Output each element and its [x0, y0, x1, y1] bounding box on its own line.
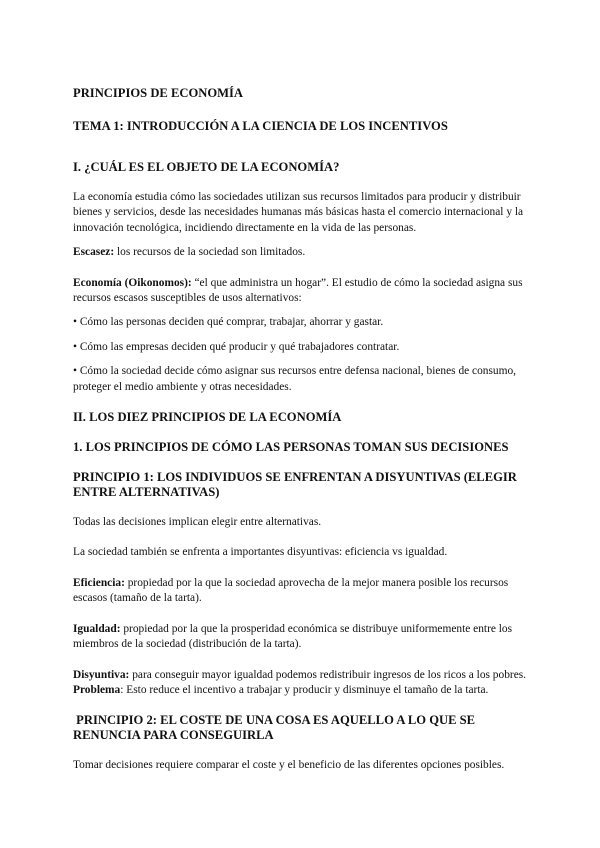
section1-heading: I. ¿CUÁL ES EL OBJETO DE LA ECONOMÍA? [73, 160, 340, 174]
escasez-text: los recursos de la sociedad son limitados. [114, 246, 306, 259]
eficiencia-label: Eficiencia: [73, 576, 125, 589]
doc-title: PRINCIPIOS DE ECONOMÍA [73, 86, 244, 100]
eficiencia-paragraph [73, 576, 530, 607]
economia-paragraph [73, 276, 530, 307]
igualdad-text: propiedad por la que la prosperidad económica se distribuye uniformemente entre los miembros de la sociedad (distribución de la tarta). [73, 622, 513, 651]
escasez-label: Escasez: [73, 246, 115, 259]
subsection1-heading: 1. LOS PRINCIPIOS DE CÓMO LAS PERSONAS TOMAN SUS DECISIONES [73, 440, 509, 455]
eficiencia-text: propiedad por la que la sociedad aprovecha de la mejor manera posible los recursos escasos (tamaño de la tarta). [73, 576, 509, 605]
principio1-heading: PRINCIPIO 1: LOS INDIVIDUOS SE ENFRENTAN A DISYUNTIVAS (ELEGIR ENTRE ALTERNATIVAS) [73, 470, 517, 500]
todas-paragraph: Todas las decisiones implican elegir entre alternativas. [73, 516, 322, 529]
igualdad-paragraph [73, 622, 530, 653]
bullet-item-personas: • Cómo las personas deciden qué comprar, trabajar, ahorrar y gastar. [73, 316, 384, 329]
igualdad-label: Igualdad: [73, 622, 121, 635]
disyuntiva-label: Disyuntiva: [73, 668, 130, 681]
principio2-heading: PRINCIPIO 2: EL COSTE DE UNA COSA ES AQUELLO A LO QUE SE RENUNCIA PARA CONSEGUIRLA [73, 713, 479, 743]
economia-text: “el que administra un hogar”. El estudio de cómo la sociedad asigna sus recursos escasos susceptibles de usos alternativos: [73, 276, 523, 305]
problema-text: : Esto reduce el incentivo a trabajar y producir y disminuye el tamaño de la tarta. [120, 683, 489, 696]
problema-label: Problema [73, 683, 121, 696]
intro-paragraph: La economía estudia cómo las sociedades utilizan sus recursos limitados para producir y distribuir bienes y servicios, desde las necesidades humanas más básicas hasta el comercio internacional y la innovación tecnológica, incidiendo directamente en la vida de las personas. [73, 191, 524, 234]
escasez-paragraph [73, 245, 530, 260]
sociedad-paragraph: La sociedad también se enfrenta a importantes disyuntivas: eficiencia vs igualdad. [73, 546, 448, 559]
bullet-item-empresas: • Cómo las empresas deciden qué producir y qué trabajadores contratar. [73, 340, 400, 353]
disyuntiva-paragraph [73, 668, 530, 699]
tomar-paragraph: Tomar decisiones requiere comparar el coste y el beneficio de las diferentes opciones posibles. [73, 759, 505, 772]
disyuntiva-text: para conseguir mayor igualdad podemos redistribuir ingresos de los ricos a los pobres. [129, 668, 527, 681]
section2-heading: II. LOS DIEZ PRINCIPIOS DE LA ECONOMÍA [73, 410, 342, 425]
tema-heading: TEMA 1: INTRODUCCIÓN A LA CIENCIA DE LOS INCENTIVOS [73, 119, 448, 133]
economia-label: Economía (Oikonomos): [73, 276, 192, 289]
bullet-item-sociedad: • Cómo la sociedad decide cómo asignar sus recursos entre defensa nacional, bienes de consumo, proteger el medio ambiente y otras necesidades. [73, 365, 517, 393]
